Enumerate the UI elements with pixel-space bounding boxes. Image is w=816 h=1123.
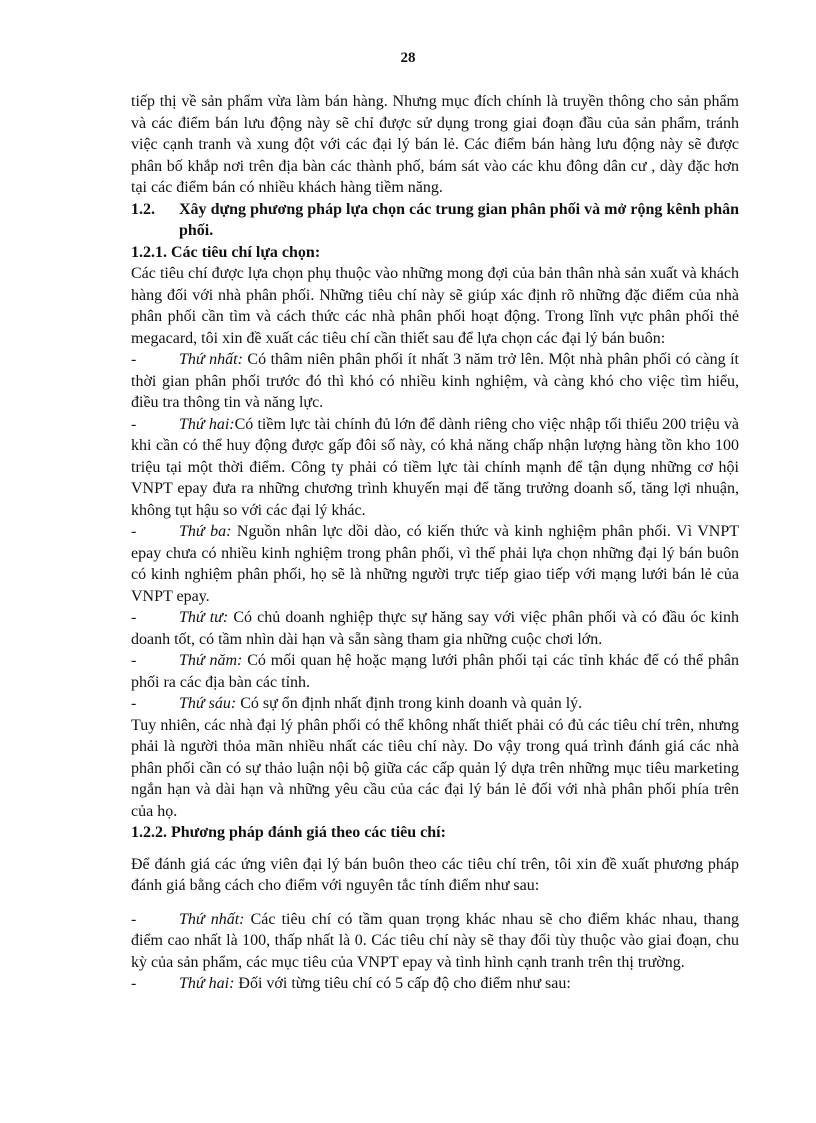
list-dash: - [131, 975, 137, 992]
document-body [131, 91, 739, 995]
list-item-text: Nguồn nhân lực dồi dào, có kiến thức và kinh nghiệm phân phối. Vì VNPT epay chưa có nhiều kinh nghiệm trong phân phối, vì thế phải lựa chọn những đại lý bán buôn có kinh nghiệm phân phối, họ sẽ là những người trực tiếp giao tiếp với mạng lưới bán lẻ của VNPT epay. [131, 523, 740, 605]
list-item-text: Có tiềm lực tài chính đủ lớn để dành riêng cho việc nhập tối thiểu 200 triệu và khi cần có thể huy động được gấp đôi số này, có khả năng chấp nhận lượng hàng tồn kho 100 triệu tại một thời điểm. Công ty phải có tiềm lực tài chính mạnh để tận dụng những cơ hội VNPT epay đưa ra những chương trình khuyến mại để tăng trưởng doanh số, tăng lợi nhuận, không tụt hậu so với các đại lý khác. [131, 415, 739, 519]
criteria-list [131, 349, 739, 715]
list-dash: - [131, 415, 137, 433]
list-dash: - [131, 910, 137, 928]
spacer [131, 897, 739, 909]
list-item-label: Thứ nhất: [179, 910, 245, 928]
list-item-label: Thứ nhất: [179, 351, 243, 368]
list-item-label: Thứ sáu: [179, 695, 237, 712]
list-item-text: Có chủ doanh nghiệp thực sự hăng say với việc phân phối và có đầu óc kinh doanh tốt, có tầm nhìn dài hạn và sẵn sàng tham gia những cuộc chơi lớn. [131, 609, 740, 648]
list-item-label: Thứ hai: [179, 975, 235, 992]
list-item-text: Có sự ổn định nhất định trong kinh doanh và quản lý. [236, 695, 583, 712]
paragraph-evaluation-note: Tuy nhiên, các nhà đại lý phân phối có thể không nhất thiết phải có đủ các tiêu chí trên, nhưng phải là người thỏa mãn nhiều nhất các tiêu chí này. Do vậy trong quá trình đánh giá các nhà phân phối cần có sự thảo luận nội bộ giữa các cấp quản lý dựa trên những mục tiêu marketing ngắn hạn và dài hạn và những yêu cầu của các đại lý bán lẻ đối với nhà phân phối phía trên của họ. [131, 716, 739, 820]
paragraph-criteria-intro: Các tiêu chí được lựa chọn phụ thuộc vào những mong đợi của bản thân nhà sản xuất và khách hàng đối với nhà phân phối. Những tiêu chí này sẽ giúp xác định rõ những đặc điểm của nhà phân phối cần tìm và cách thức các nhà phân phối hoạt động. Trong lĩnh vực phân phối thẻ megacard, tôi xin đề xuất các tiêu chí cần thiết sau để lựa chọn các đại lý bán buôn: [131, 265, 739, 347]
paragraph-method-intro: Để đánh giá các ứng viên đại lý bán buôn theo các tiêu chí trên, tôi xin đề xuất phương pháp đánh giá bằng cách cho điểm với nguyên tắc tính điểm như sau: [131, 855, 739, 894]
list-dash: - [131, 652, 137, 669]
list-item-text: Có mối quan hệ hoặc mạng lưới phân phối tại các tỉnh khác để có thể phân phối ra các địa bàn các tỉnh. [131, 652, 740, 691]
list-item-label: Thứ tư: [179, 609, 229, 626]
list-item-text: Có thâm niên phân phối ít nhất 3 năm trở lên. Một nhà phân phối có càng ít thời gian phân phối trước đó thì khó có nhiều kinh nghiệm, và càng khó cho việc tìm hiểu, điều tra thông tin và năng lực. [131, 351, 739, 411]
list-item-text: Các tiêu chí có tầm quan trọng khác nhau sẽ cho điểm khác nhau, thang điểm cao nhất là 100, thấp nhất là 0. Các tiêu chí này sẽ thay đổi tùy thuộc vào giai đoạn, chu kỳ của sản phẩm, các mục tiêu của VNPT epay và tình hình cạnh tranh trên thị trường. [131, 910, 739, 971]
list-item-label: Thứ năm: [179, 652, 243, 669]
section-number: 1.2. [131, 200, 155, 218]
rules-list [131, 909, 739, 995]
list-item [131, 414, 739, 522]
section-title: Xây dựng phương pháp lựa chọn các trung gian phân phối và mở rộng kênh phân phối. [179, 200, 739, 239]
list-item [131, 693, 739, 715]
paragraph-intro: tiếp thị về sản phẩm vừa làm bán hàng. Nhưng mục đích chính là truyền thông cho sản phẩm và các điểm bán lưu động này sẽ chỉ được sử dụng trong giai đoạn đầu của sản phẩm, tránh việc cạnh tranh và xung đột với các đại lý bán lẻ. Các điểm bán hàng lưu động này sẽ được phân bố khắp nơi trên địa bàn các thành phố, bám sát vào các khu đông dân cư , dày đặc hơn tại các điểm bán có nhiều khách hàng tiềm năng. [131, 93, 739, 196]
list-item [131, 607, 739, 650]
list-item [131, 521, 739, 607]
list-dash: - [131, 609, 137, 626]
list-item [131, 650, 739, 693]
subsection-heading-1-2-2: 1.2.2. Phương pháp đánh giá theo các tiêu chí: [131, 824, 446, 841]
list-item-label: Thứ hai: [179, 415, 235, 433]
list-item [131, 973, 739, 995]
list-item [131, 349, 739, 414]
list-dash: - [131, 695, 137, 712]
page-number: 28 [400, 50, 416, 66]
list-dash: - [131, 351, 137, 368]
list-item-label: Thứ ba: [179, 523, 232, 540]
spacer [131, 844, 739, 854]
list-item [131, 909, 739, 974]
subsection-heading-1-2-1: 1.2.1. Các tiêu chí lựa chọn: [131, 243, 321, 261]
section-heading-1-2 [131, 199, 739, 242]
list-dash: - [131, 523, 137, 540]
list-item-text: Đối với từng tiêu chí có 5 cấp độ cho điểm như sau: [234, 975, 571, 992]
